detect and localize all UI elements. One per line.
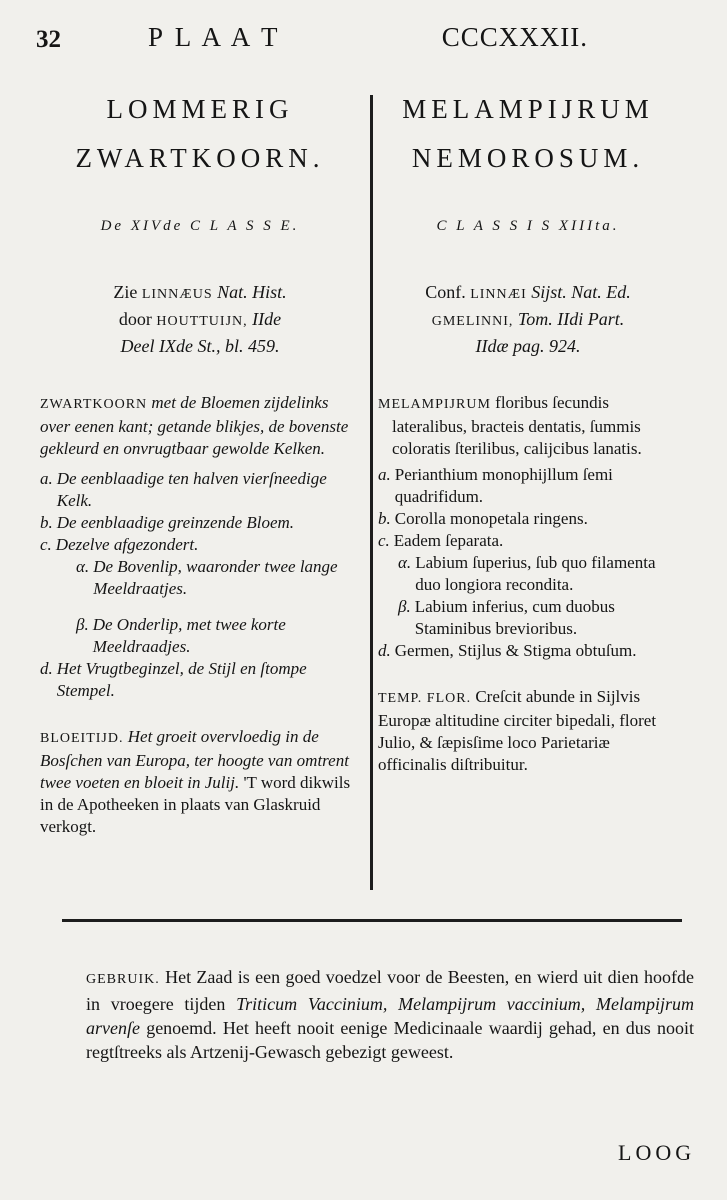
left-ref-linnaeus: LINNÆUS — [141, 287, 213, 302]
left-description — [40, 392, 360, 838]
right-desc-para — [378, 392, 678, 460]
right-ref-linnaei: LINNÆI — [470, 287, 527, 302]
usage-lead: GEBRUIK. — [86, 972, 160, 987]
usage-text1: Het Zaad is een goed voedzel voor de Beesten, en wierd uit dien hoofde in vroegere tijden — [86, 967, 694, 1014]
left-desc-para — [40, 392, 360, 460]
right-ref-line1 — [378, 280, 678, 307]
left-ref-door: door — [118, 309, 152, 329]
left-ref-houttuijn: HOUTTUIJN, — [156, 314, 248, 329]
item-label: α. — [398, 553, 412, 572]
left-ref-line2 — [40, 307, 360, 334]
right-ref-tom: Tom. IIdi Part. — [517, 309, 625, 329]
item-text: De eenblaadige ten halven vierſneedige Kelk. — [56, 469, 327, 510]
right-class-line: C L A S S I S XIIIta. — [436, 218, 620, 234]
right-ref-line3: IIdæ pag. 924. — [475, 336, 581, 356]
left-ref-line3: Deel IXde St., bl. 459. — [120, 336, 280, 356]
item-text: Germen, Stijlus & Stigma obtuſum. — [394, 641, 637, 660]
item-label: β. — [76, 615, 89, 634]
right-desc-text: floribus ſecundis lateralibus, bracteis dentatis, ſummis coloratis ſterilibus, calijcibus lanatis. — [392, 393, 642, 458]
item-text: Dezelve afgezondert. — [55, 535, 199, 554]
right-item-a — [378, 464, 678, 508]
right-references — [378, 280, 678, 358]
page-number: 32 — [36, 26, 61, 53]
left-ref-line1 — [40, 280, 360, 307]
right-temp-flor — [378, 686, 678, 776]
item-text: Het Vrugtbeginzel, de Stijl en ſtompe Stempel. — [56, 659, 307, 700]
item-text: Perianthium monophijllum ſemi quadrifidum. — [394, 465, 613, 506]
left-bloei-lead: BLOEITIJD. — [40, 731, 124, 746]
item-label: α. — [76, 557, 90, 576]
left-item-d — [40, 658, 360, 702]
right-ref-conf: Conf. — [425, 282, 466, 302]
item-label: c. — [378, 531, 390, 550]
left-bloeitijd — [40, 726, 360, 838]
right-item-b — [378, 508, 678, 530]
left-desc-lead: ZWARTKOORN — [40, 397, 148, 412]
left-ref-zie: Zie — [113, 282, 138, 302]
right-temp-lead: TEMP. FLOR. — [378, 691, 472, 706]
section-rule — [62, 919, 682, 922]
right-ref-line2 — [378, 307, 678, 334]
left-class-line: De XIVde C L A S S E. — [100, 218, 300, 234]
left-title-line2: ZWARTKOORN. — [75, 143, 325, 173]
item-text: Eadem ſeparata. — [393, 531, 504, 550]
item-label: b. — [378, 509, 391, 528]
item-text: Corolla monopetala ringens. — [394, 509, 588, 528]
left-references — [40, 280, 360, 358]
right-temp-text: Creſcit abunde in Sijlvis Europæ altitudine circiter bipedali, floret Julio, & ſæpisſime loco Parietariæ officinalis diſtribuitur. — [378, 687, 657, 774]
item-text: Labium inferius, cum duobus Staminibus brevioribus. — [414, 597, 615, 638]
usage-text2: genoemd. Het heeft nooit eenige Medicinaale waardij gehad, en dus nooit regtſtreeks als Artzenij-Gewasch gebezigt geweest. — [86, 1018, 694, 1062]
left-bloei-italic: Het groeit overvloedig in de Bosſchen van Europa, ter hoogte van omtrent twee voeten en bloeit in Julij. — [40, 727, 349, 792]
left-title-line1: LOMMERIG — [106, 94, 294, 124]
right-ref-gmelinni: GMELINNI, — [431, 314, 514, 329]
usage-latin-names: Triticum Vaccinium, Melampijrum vaccinium, Melampijrum arvenſe — [86, 994, 694, 1038]
right-title-line1: MELAMPIJRUM — [402, 94, 654, 124]
item-text: De Onderlip, met twee korte Meeldraadjes. — [92, 615, 286, 656]
item-text: De Bovenlip, waaronder twee lange Meeldraatjes. — [93, 557, 338, 598]
item-label: c. — [40, 535, 52, 554]
column-divider — [370, 95, 373, 890]
item-text: Labium ſuperius, ſub quo filamenta duo longiora recondita. — [415, 553, 656, 594]
right-ref-sijst: Sijst. Nat. Ed. — [531, 282, 631, 302]
left-item-b — [40, 512, 360, 534]
right-item-d — [378, 640, 678, 662]
item-text: De eenblaadige greinzende Bloem. — [56, 513, 295, 532]
item-label: b. — [40, 513, 53, 532]
right-item-alpha — [378, 552, 678, 596]
catchword: LOOG — [618, 1140, 696, 1165]
item-label: a. — [378, 465, 391, 484]
left-item-beta — [40, 614, 360, 658]
right-title-line2: NEMOROSUM. — [411, 143, 645, 173]
left-item-c — [40, 534, 360, 556]
left-ref-iide: IIde — [252, 309, 282, 329]
item-label: d. — [40, 659, 53, 678]
right-item-beta — [378, 596, 678, 640]
left-item-alpha — [40, 556, 360, 600]
left-item-a — [40, 468, 360, 512]
item-label: a. — [40, 469, 53, 488]
right-description — [378, 392, 678, 776]
running-head — [148, 22, 588, 53]
left-desc-text: met de Bloemen zijdelinks over eenen kant; getande blikjes, de bovenste gekleurd en onvrugtbaar gewolde Kelken. — [40, 393, 349, 458]
plaat-word: P L A A T — [148, 22, 281, 52]
plate-number: CCCXXXII. — [441, 22, 588, 52]
right-desc-lead: MELAMPIJRUM — [378, 397, 491, 412]
item-label: d. — [378, 641, 391, 660]
right-item-c — [378, 530, 678, 552]
left-ref-nat-hist: Nat. Hist. — [217, 282, 287, 302]
usage-paragraph — [86, 965, 694, 1064]
item-label: β. — [398, 597, 411, 616]
left-bloei-roman: 'T word dikwils in de Apotheeken in plaats van Glaskruid verkogt. — [40, 773, 351, 836]
